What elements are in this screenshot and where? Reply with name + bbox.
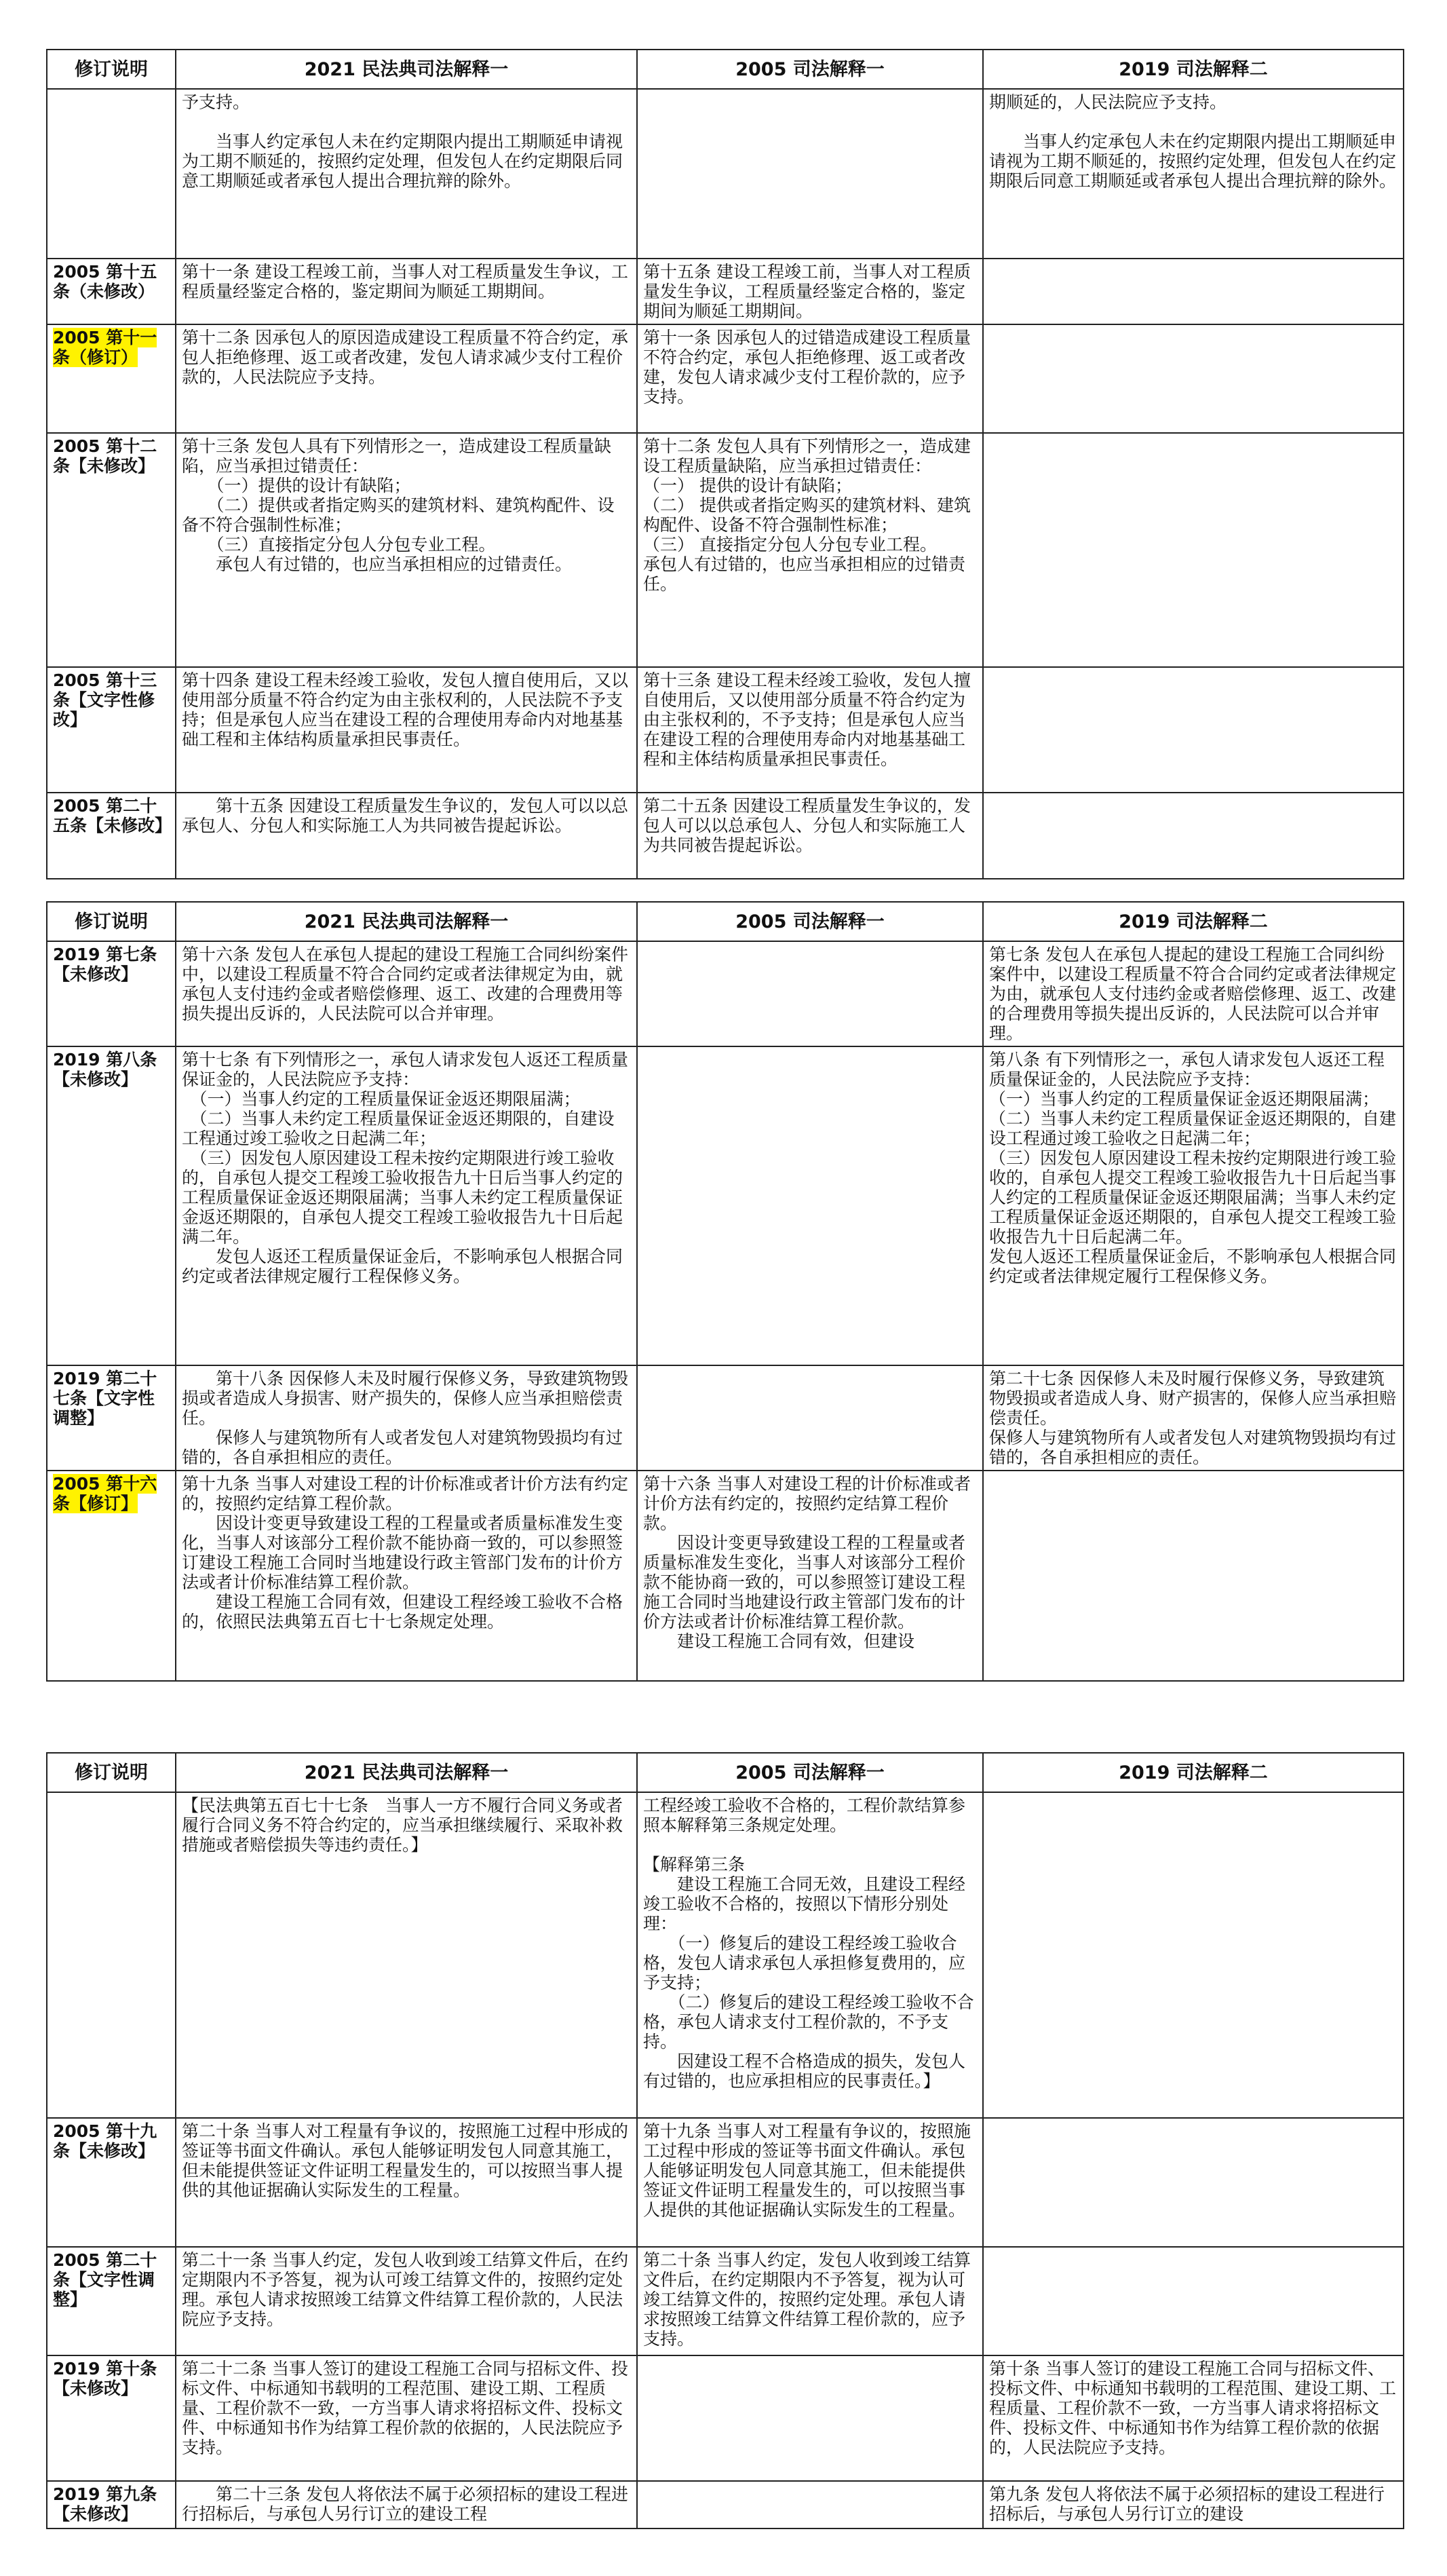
cell-2005 — [637, 2355, 983, 2481]
cell-2019 — [983, 433, 1404, 667]
cell-2021: 第二十一条 当事人约定，发包人收到竣工结算文件后，在约定期限内不予答复，视为认可竣工结算文件的，按照约定处理。承包人请求按照竣工结算文件结算工程价款的，人民法院应予支持。 — [176, 2247, 637, 2355]
comparison-table-3 — [46, 1752, 1404, 2529]
table-row — [47, 1046, 1404, 1365]
row-label: 2019 第九条【未修改】 — [47, 2481, 176, 2528]
cell-2021: 第十一条 建设工程竣工前，当事人对工程质量发生争议，工程质量经鉴定合格的，鉴定期间为顺延工期期间。 — [176, 259, 637, 324]
cell-2021: 第二十三条 发包人将依法不属于必须招标的建设工程进行招标后，与承包人另行订立的建设工程 — [176, 2481, 637, 2528]
table-header-row — [47, 50, 1404, 89]
cell-2021: 第十五条 因建设工程质量发生争议的，发包人可以以总承包人、分包人和实际施工人为共同被告提起诉讼。 — [176, 793, 637, 879]
table-row — [47, 793, 1404, 879]
table-row — [47, 2355, 1404, 2481]
cell-2019: 第十条 当事人签订的建设工程施工合同与招标文件、投标文件、中标通知书载明的工程范围、建设工期、工程质量、工程价款不一致，一方当事人请求将招标文件、投标文件、中标通知书作为结算工程价款的依据的，人民法院应予支持。 — [983, 2355, 1404, 2481]
row-label: 2005 第十三条【文字性修改】 — [47, 667, 176, 793]
row-label-text: 2005 第十一条（修订） — [53, 328, 157, 367]
cell-2005 — [637, 1046, 983, 1365]
cell-2019 — [983, 259, 1404, 324]
cell-2019 — [983, 1471, 1404, 1681]
table-row — [47, 2247, 1404, 2355]
row-label-text: 2005 第十六条【修订】 — [53, 1474, 157, 1513]
cell-2019: 第七条 发包人在承包人提起的建设工程施工合同纠纷案件中，以建设工程质量不符合合同约定或者法律规定为由，就承包人支付违约金或者赔偿修理、返工、改建的合理费用等损失提出反诉的，人民法院可以合并审理。 — [983, 941, 1404, 1046]
cell-2021: 第十二条 因承包人的原因造成建设工程质量不符合约定，承包人拒绝修理、返工或者改建，发包人请求减少支付工程价款的，人民法院应予支持。 — [176, 324, 637, 433]
row-label — [47, 89, 176, 259]
header-2019: 2019 司法解释二 — [983, 1753, 1404, 1792]
cell-2019: 第八条 有下列情形之一，承包人请求发包人返还工程质量保证金的，人民法院应予支持： （一）当事人约定的工程质量保证金返还期限届满； （二）当事人未约定工程质量保证金返还期限的，自建设工程通过竣工验收之日起满二年； （三）因发包人原因建设工程未按约定期限进行竣工验收的，自承包人提交工程竣工验收报告九十日后起当事人约定的工程质量保证金返还期限届满；当事人未约定工程质量保证金返还期限的，自承包人提交工程竣工验收报告九十日后起满二年。 发包人返还工程质量保证金后，不影响承包人根据合同约定或者法律规定履行工程保修义务。 — [983, 1046, 1404, 1365]
row-label: 2005 第二十五条【未修改】 — [47, 793, 176, 879]
cell-2021: 【民法典第五百七十七条 当事人一方不履行合同义务或者履行合同义务不符合约定的，应当承担继续履行、采取补救措施或者赔偿损失等违约责任。】 — [176, 1792, 637, 2118]
cell-2005: 第二十条 当事人约定，发包人收到竣工结算文件后，在约定期限内不予答复，视为认可竣工结算文件的，按照约定处理。承包人请求按照竣工结算文件结算工程价款的，应予支持。 — [637, 2247, 983, 2355]
cell-2005 — [637, 1365, 983, 1471]
header-2005: 2005 司法解释一 — [637, 50, 983, 89]
cell-2019 — [983, 324, 1404, 433]
cell-2019: 第二十七条 因保修人未及时履行保修义务，导致建筑物毁损或者造成人身、财产损害的，保修人应当承担赔偿责任。 保修人与建筑物所有人或者发包人对建筑物毁损均有过错的，各自承担相应的责任。 — [983, 1365, 1404, 1471]
cell-2021: 第二十二条 当事人签订的建设工程施工合同与招标文件、投标文件、中标通知书载明的工程范围、建设工期、工程质量、工程价款不一致，一方当事人请求将招标文件、投标文件、中标通知书作为结算工程价款的依据的，人民法院应予支持。 — [176, 2355, 637, 2481]
table-row — [47, 1792, 1404, 2118]
header-2021: 2021 民法典司法解释一 — [176, 50, 637, 89]
header-2005: 2005 司法解释一 — [637, 1753, 983, 1792]
cell-2021: 第十九条 当事人对建设工程的计价标准或者计价方法有约定的，按照约定结算工程价款。 因设计变更导致建设工程的工程量或者质量标准发生变化，当事人对该部分工程价款不能协商一致的，可以参照签订建设工程施工合同时当地建设行政主管部门发布的计价方法或者计价标准结算工程价款。 建设工程施工合同有效，但建设工程经竣工验收不合格的，依照民法典第五百七十七条规定处理。 — [176, 1471, 637, 1681]
row-label — [47, 1471, 176, 1681]
comparison-table-1 — [46, 49, 1404, 879]
cell-2019 — [983, 793, 1404, 879]
table-row — [47, 667, 1404, 793]
table-row — [47, 2481, 1404, 2528]
cell-2021: 第十六条 发包人在承包人提起的建设工程施工合同纠纷案件中，以建设工程质量不符合合同约定或者法律规定为由，就承包人支付违约金或者赔偿修理、返工、改建的合理费用等损失提出反诉的，人民法院可以合并审理。 — [176, 941, 637, 1046]
header-2019: 2019 司法解释二 — [983, 50, 1404, 89]
header-2019: 2019 司法解释二 — [983, 902, 1404, 941]
cell-2005: 第十九条 当事人对工程量有争议的，按照施工过程中形成的签证等书面文件确认。承包人能够证明发包人同意其施工，但未能提供签证文件证明工程量发生的，可以按照当事人提供的其他证据确认实际发生的工程量。 — [637, 2118, 983, 2247]
cell-2005 — [637, 89, 983, 259]
row-label: 2005 第十二条【未修改】 — [47, 433, 176, 667]
row-label: 2019 第七条【未修改】 — [47, 941, 176, 1046]
cell-2005: 第十二条 发包人具有下列情形之一，造成建设工程质量缺陷，应当承担过错责任： （一） 提供的设计有缺陷； （二） 提供或者指定购买的建筑材料、建筑构配件、设备不符合强制性标准； （三） 直接指定分包人分包专业工程。 承包人有过错的，也应当承担相应的过错责任。 — [637, 433, 983, 667]
table-row — [47, 89, 1404, 259]
header-2021: 2021 民法典司法解释一 — [176, 902, 637, 941]
table-row — [47, 259, 1404, 324]
cell-2021: 第十七条 有下列情形之一，承包人请求发包人返还工程质量保证金的，人民法院应予支持： （一）当事人约定的工程质量保证金返还期限届满； （二）当事人未约定工程质量保证金返还期限的，自建设工程通过竣工验收之日起满二年； （三）因发包人原因建设工程未按约定期限进行竣工验收的，自承包人提交工程竣工验收报告九十日后当事人约定的工程质量保证金返还期限届满；当事人未约定工程质量保证金返还期限的，自承包人提交工程竣工验收报告九十日后起满二年。 发包人返还工程质量保证金后，不影响承包人根据合同约定或者法律规定履行工程保修义务。 — [176, 1046, 637, 1365]
row-label: 2019 第二十七条【文字性调整】 — [47, 1365, 176, 1471]
cell-2021: 予支持。 当事人约定承包人未在约定期限内提出工期顺延申请视为工期不顺延的，按照约定处理，但发包人在约定期限后同意工期顺延或者承包人提出合理抗辩的除外。 — [176, 89, 637, 259]
table-header-row — [47, 1753, 1404, 1792]
table-row — [47, 941, 1404, 1046]
table-row — [47, 1471, 1404, 1681]
cell-2005 — [637, 2481, 983, 2528]
cell-2019: 第九条 发包人将依法不属于必须招标的建设工程进行招标后，与承包人另行订立的建设 — [983, 2481, 1404, 2528]
cell-2019 — [983, 667, 1404, 793]
table-row — [47, 2118, 1404, 2247]
header-revision-note: 修订说明 — [47, 902, 176, 941]
cell-2021: 第二十条 当事人对工程量有争议的，按照施工过程中形成的签证等书面文件确认。承包人能够证明发包人同意其施工，但未能提供签证文件证明工程量发生的，可以按照当事人提供的其他证据确认实际发生的工程量。 — [176, 2118, 637, 2247]
cell-2005: 第十五条 建设工程竣工前，当事人对工程质量发生争议，工程质量经鉴定合格的，鉴定期间为顺延工期期间。 — [637, 259, 983, 324]
cell-2005: 第十六条 当事人对建设工程的计价标准或者计价方法有约定的，按照约定结算工程价款。 因设计变更导致建设工程的工程量或者质量标准发生变化，当事人对该部分工程价款不能协商一致的，可以参照签订建设工程施工合同时当地建设行政主管部门发布的计价方法或者计价标准结算工程价款。 建设工程施工合同有效，但建设 — [637, 1471, 983, 1681]
table-header-row — [47, 902, 1404, 941]
header-2021: 2021 民法典司法解释一 — [176, 1753, 637, 1792]
header-2005: 2005 司法解释一 — [637, 902, 983, 941]
row-label: 2019 第十条【未修改】 — [47, 2355, 176, 2481]
cell-2005: 工程经竣工验收不合格的，工程价款结算参照本解释第三条规定处理。 【解释第三条 建设工程施工合同无效，且建设工程经竣工验收不合格的，按照以下情形分别处理： （一）修复后的建设工程经竣工验收合格，发包人请求承包人承担修复费用的，应予支持； （二）修复后的建设工程经竣工验收不合格，承包人请求支付工程价款的，不予支持。 因建设工程不合格造成的损失，发包人有过错的，也应承担相应的民事责任。】 — [637, 1792, 983, 2118]
cell-2019: 期顺延的，人民法院应予支持。 当事人约定承包人未在约定期限内提出工期顺延申请视为工期不顺延的，按照约定处理，但发包人在约定期限后同意工期顺延或者承包人提出合理抗辩的除外。 — [983, 89, 1404, 259]
cell-2019 — [983, 2247, 1404, 2355]
header-revision-note: 修订说明 — [47, 1753, 176, 1792]
row-label: 2005 第十五条（未修改） — [47, 259, 176, 324]
comparison-table-2 — [46, 901, 1404, 1682]
cell-2005: 第十一条 因承包人的过错造成建设工程质量不符合约定，承包人拒绝修理、返工或者改建，发包人请求减少支付工程价款的，应予支持。 — [637, 324, 983, 433]
row-label: 2005 第二十条【文字性调整】 — [47, 2247, 176, 2355]
cell-2005 — [637, 941, 983, 1046]
cell-2021: 第十四条 建设工程未经竣工验收，发包人擅自使用后，又以使用部分质量不符合约定为由主张权利的，人民法院不予支持；但是承包人应当在建设工程的合理使用寿命内对地基基础工程和主体结构质量承担民事责任。 — [176, 667, 637, 793]
cell-2005: 第十三条 建设工程未经竣工验收，发包人擅自使用后，又以使用部分质量不符合约定为由主张权利的，不予支持；但是承包人应当在建设工程的合理使用寿命内对地基基础工程和主体结构质量承担民事责任。 — [637, 667, 983, 793]
row-label: 2005 第十九条【未修改】 — [47, 2118, 176, 2247]
header-revision-note: 修订说明 — [47, 50, 176, 89]
cell-2005: 第二十五条 因建设工程质量发生争议的，发包人可以以总承包人、分包人和实际施工人为共同被告提起诉讼。 — [637, 793, 983, 879]
row-label — [47, 324, 176, 433]
cell-2019 — [983, 2118, 1404, 2247]
table-row — [47, 433, 1404, 667]
cell-2019 — [983, 1792, 1404, 2118]
row-label: 2019 第八条【未修改】 — [47, 1046, 176, 1365]
cell-2021: 第十三条 发包人具有下列情形之一，造成建设工程质量缺陷，应当承担过错责任： （一）提供的设计有缺陷； （二）提供或者指定购买的建筑材料、建筑构配件、设备不符合强制性标准； （三）直接指定分包人分包专业工程。 承包人有过错的，也应当承担相应的过错责任。 — [176, 433, 637, 667]
cell-2021: 第十八条 因保修人未及时履行保修义务，导致建筑物毁损或者造成人身损害、财产损失的，保修人应当承担赔偿责任。 保修人与建筑物所有人或者发包人对建筑物毁损均有过错的，各自承担相应的责任。 — [176, 1365, 637, 1471]
table-row — [47, 1365, 1404, 1471]
table-row — [47, 324, 1404, 433]
row-label — [47, 1792, 176, 2118]
